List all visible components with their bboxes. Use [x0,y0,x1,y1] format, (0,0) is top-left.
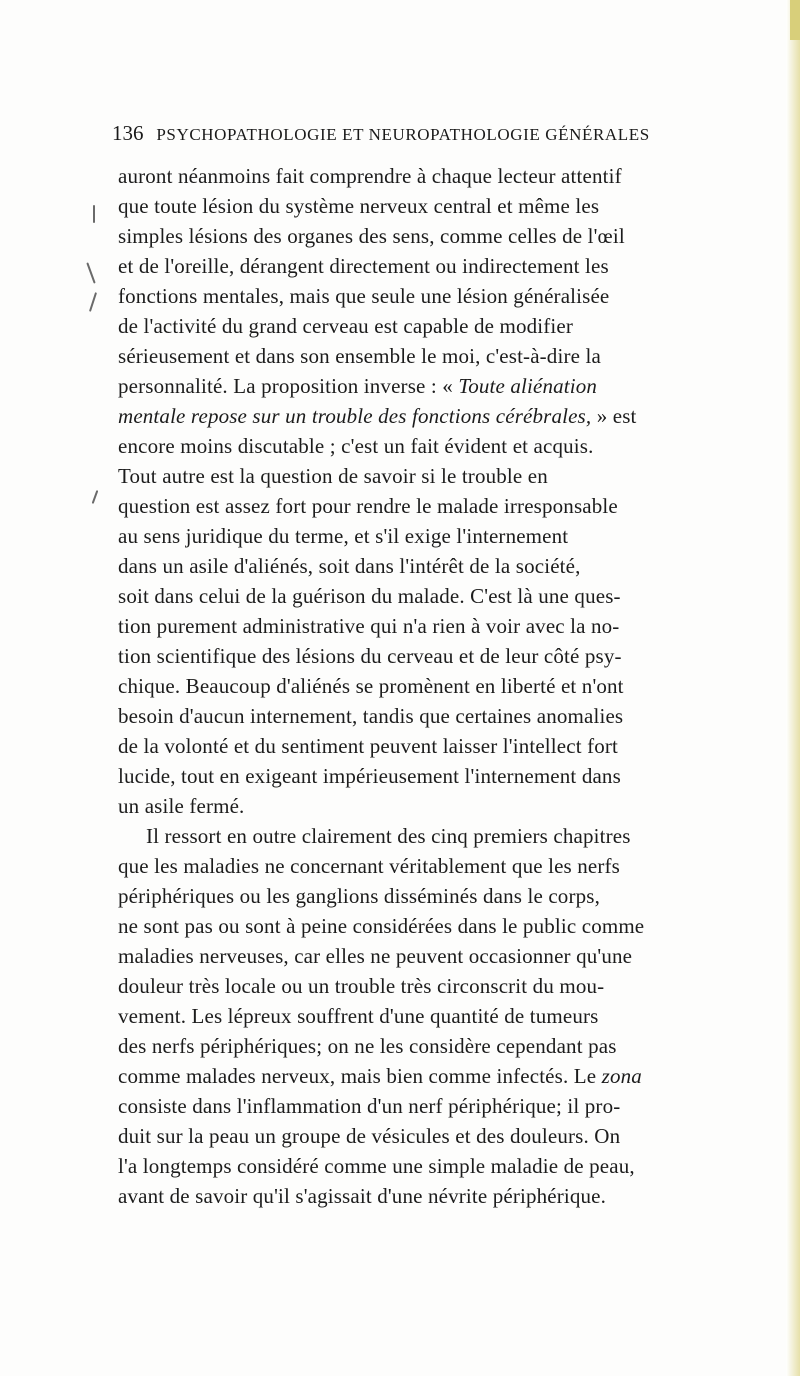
text-line: de l'activité du grand cerveau est capable de modifier [118,314,574,338]
text-line: périphériques ou les ganglions disséminés dans le corps, [118,884,600,908]
italic-quote: mentale repose sur un trouble des fonctions cérébrales, [118,404,592,428]
text-line: tion purement administrative qui n'a rien à voir avec la no- [118,614,620,638]
text-line [118,1061,798,1091]
text-line: avant de savoir qu'il s'agissait d'une névrite périphérique. [118,1184,607,1208]
running-title: PSYCHOPATHOLOGIE ET NEUROPATHOLOGIE GÉNÉRALES [156,125,650,144]
text-line: auront néanmoins fait comprendre à chaque lecteur attentif [118,164,622,188]
text-line: des nerfs périphériques; on ne les considère cependant pas [118,1034,617,1058]
text-line: au sens juridique du terme, et s'il exige l'internement [118,524,569,548]
text-line: maladies nerveuses, car elles ne peuvent occasionner qu'une [118,944,633,968]
text-line: Tout autre est la question de savoir si le trouble en [118,464,548,488]
paragraph-start-line: Il ressort en outre clairement des cinq premiers chapitres [146,824,631,848]
text-line: question est assez fort pour rendre le malade irresponsable [118,494,618,518]
italic-quote: Toute aliénation [458,374,598,398]
text-line: et de l'oreille, dérangent directement ou indirectement les [118,254,609,278]
margin-mark [86,262,95,283]
text-line: dans un asile d'aliénés, soit dans l'intérêt de la société, [118,554,581,578]
italic-term: zona [601,1064,642,1088]
text-line: lucide, tout en exigeant impérieusement l'internement dans [118,764,621,788]
text-line: consiste dans l'inflammation d'un nerf périphérique; il pro- [118,1094,621,1118]
text-line: sérieusement et dans son ensemble le moi, c'est-à-dire la [118,344,601,368]
margin-mark [93,205,95,223]
margin-mark [92,490,99,504]
text-line: vement. Les lépreux souffrent d'une quantité de tumeurs [118,1004,599,1028]
text-line: que toute lésion du système nerveux central et même les [118,194,600,218]
text-line: soit dans celui de la guérison du malade. C'est là une ques- [118,584,621,608]
margin-mark [89,292,97,312]
page-edge-tab [790,0,800,40]
text-line: chique. Beaucoup d'aliénés se promènent en liberté et n'ont [118,674,624,698]
text-line [118,401,798,431]
text-line: de la volonté et du sentiment peuvent laisser l'intellect fort [118,734,619,758]
text-line: que les maladies ne concernant véritablement que les nerfs [118,854,620,878]
text-line: un asile fermé. [118,794,245,818]
text-line: douleur très locale ou un trouble très circonscrit du mou- [118,974,605,998]
text-line: encore moins discutable ; c'est un fait évident et acquis. [118,434,594,458]
text-run: comme malades nerveux, mais bien comme infectés. Le [118,1064,602,1088]
text-line: simples lésions des organes des sens, comme celles de l'œil [118,224,625,248]
text-line [118,371,798,401]
text-line: ne sont pas ou sont à peine considérées dans le public comme [118,914,645,938]
text-run: » est [591,404,637,428]
running-head [112,121,752,146]
text-line: besoin d'aucun internement, tandis que certaines anomalies [118,704,624,728]
text-line: tion scientifique des lésions du cerveau et de leur côté psy- [118,644,622,668]
text-run: personnalité. La proposition inverse : « [118,374,459,398]
text-line: fonctions mentales, mais que seule une lésion généralisée [118,284,610,308]
page-number: 136 [112,121,144,145]
body-text [118,161,798,1211]
text-line: l'a longtemps considéré comme une simple maladie de peau, [118,1154,635,1178]
text-line: duit sur la peau un groupe de vésicules et des douleurs. On [118,1124,621,1148]
